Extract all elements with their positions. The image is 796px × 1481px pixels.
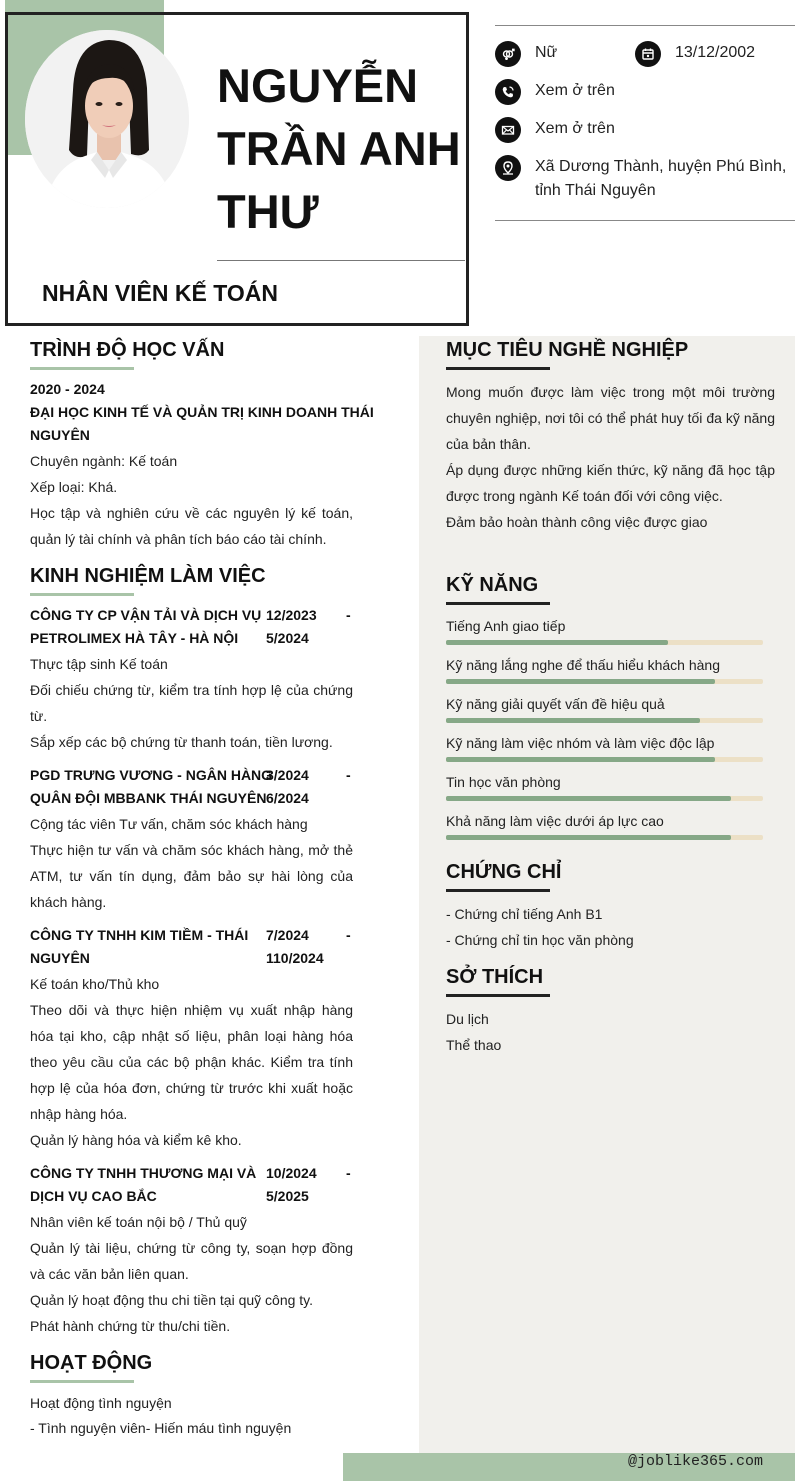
skill-name: Kỹ năng lắng nghe để thấu hiểu khách hàng (446, 657, 721, 673)
contact-bottom-divider (495, 220, 795, 221)
skill-level-bar (446, 835, 763, 840)
skill-level-fill (446, 679, 715, 684)
job-1-desc-1: Đối chiếu chứng từ, kiểm tra tính hợp lệ của chứng từ. (30, 682, 353, 724)
job-3-desc-1: Theo dõi và thực hiện nhiệm vụ xuất nhập hàng hóa tại kho, cập nhật số liệu, phân loại hàng hóa theo yêu cầu của các bộ phận khác. Kiểm tra tính hợp lệ của hóa đơn, chứng từ trước khi xuất hoặc nhập hàng hóa. (30, 1002, 353, 1122)
objective-title: MỤC TIÊU NGHỀ NGHIỆP (446, 339, 689, 361)
objective-paragraph-2: Áp dụng được những kiến thức, kỹ năng đã học tập được trong ngành Kế toán đối với công việc. (446, 462, 775, 504)
job-2-company-line-2: QUÂN ĐỘI MBBANK THÁI NGUYÊN (30, 790, 267, 806)
job-2-desc-1: Thực hiện tư vấn và chăm sóc khách hàng, mở thẻ ATM, tư vấn tín dụng, đảm bảo sự hài lòng của khách hàng. (30, 842, 353, 910)
job-2-date-end: 6/2024 (266, 790, 309, 806)
skill-level-bar (446, 796, 763, 801)
skill-name: Kỹ năng giải quyết vấn đề hiệu quả (446, 696, 665, 712)
experience-title: KINH NGHIỆM LÀM VIỆC (30, 565, 266, 587)
activities-title: HOẠT ĐỘNG (30, 1352, 153, 1374)
objective-paragraph-1: Mong muốn được làm việc trong một môi trường chuyên nghiệp, nơi tôi có thể phát huy tối đa kỹ năng của bản thân. (446, 384, 775, 452)
skill-level-fill (446, 757, 715, 762)
phone-icon (495, 79, 521, 105)
job-2-date-separator: - (346, 767, 351, 783)
education-school-line-2: NGUYÊN (30, 427, 90, 443)
certificates-title: CHỨNG CHỈ (446, 861, 562, 883)
skill-name: Tin học văn phòng (446, 774, 561, 790)
name-line-2: TRẦN ANH (217, 122, 461, 175)
job-4-desc-1: Quản lý tài liệu, chứng từ công ty, soạn hợp đồng và các văn bản liên quan. (30, 1240, 353, 1282)
watermark-text: @joblike365.com (628, 1453, 764, 1470)
job-1-date-separator: - (346, 607, 351, 623)
job-title: NHÂN VIÊN KẾ TOÁN (42, 280, 278, 306)
certificates-title-underline (446, 889, 550, 892)
skill-level-bar (446, 718, 763, 723)
job-1-date-end: 5/2024 (266, 630, 309, 646)
objective-title-underline (446, 367, 550, 370)
activities-title-underline (30, 1380, 134, 1383)
job-4-company-line-1: CÔNG TY TNHH THƯƠNG MẠI VÀ (30, 1165, 257, 1181)
candidate-name (217, 54, 467, 243)
job-2-role: Cộng tác viên Tư vấn, chăm sóc khách hàng (30, 816, 308, 832)
skill-level-bar (446, 679, 763, 684)
location-icon (495, 155, 521, 181)
job-2-date-start: 3/2024 (266, 767, 309, 783)
certificate-item-1: - Chứng chỉ tiếng Anh B1 (446, 906, 603, 922)
job-4-desc-2: Quản lý hoạt động thu chi tiền tại quỹ công ty. (30, 1292, 314, 1308)
skill-level-fill (446, 640, 668, 645)
contact-gender (495, 41, 557, 67)
job-1-role: Thực tập sinh Kế toán (30, 656, 168, 672)
birthday-value: 13/12/2002 (675, 44, 756, 61)
education-title-underline (30, 367, 134, 370)
hobby-item-2: Thể thao (446, 1037, 502, 1053)
calendar-icon (635, 41, 661, 67)
education-title: TRÌNH ĐỘ HỌC VẤN (30, 339, 225, 361)
hobbies-title-underline (446, 994, 550, 997)
hobbies-title: SỞ THÍCH (446, 966, 544, 988)
portrait-illustration (25, 30, 189, 208)
contact-phone (495, 79, 615, 105)
job-3-date-end: 110/2024 (266, 950, 324, 966)
contact-email (495, 117, 615, 143)
job-1-date-start: 12/2023 (266, 607, 317, 623)
job-4-role: Nhân viên kế toán nội bộ / Thủ quỹ (30, 1214, 247, 1230)
skills-title-underline (446, 602, 550, 605)
job-4-date-separator: - (346, 1165, 351, 1181)
education-school-line-1: ĐẠI HỌC KINH TẾ VÀ QUẢN TRỊ KINH DOANH THÁI (30, 404, 374, 420)
gender-icon (495, 41, 521, 67)
education-major: Chuyên ngành: Kế toán (30, 453, 178, 469)
objective-paragraph-3: Đảm bảo hoàn thành công việc được giao (446, 514, 708, 530)
activities-line-1: Hoạt động tình nguyện (30, 1395, 172, 1411)
hobby-item-1: Du lịch (446, 1011, 489, 1027)
name-line-1: NGUYỄN (217, 59, 419, 112)
address-line-1: Xã Dương Thành, huyện Phú Bình, (535, 158, 787, 175)
job-3-desc-2: Quản lý hàng hóa và kiểm kê kho. (30, 1132, 242, 1148)
job-3-role: Kế toán kho/Thủ kho (30, 976, 160, 992)
skill-level-fill (446, 796, 731, 801)
job-4-desc-3: Phát hành chứng từ thu/chi tiền. (30, 1318, 231, 1334)
gender-value: Nữ (535, 44, 558, 61)
contact-address (495, 155, 786, 203)
address-value (535, 155, 786, 203)
email-icon (495, 117, 521, 143)
skill-level-fill (446, 835, 731, 840)
education-description: Học tập và nghiên cứu về các nguyên lý kế toán, quản lý tài chính và phân tích báo cáo tài chính. (30, 505, 353, 547)
address-line-2: tỉnh Thái Nguyên (535, 182, 656, 199)
education-period: 2020 - 2024 (30, 381, 105, 397)
job-2-company-line-1: PGD TRƯNG VƯƠNG - NGÂN HÀNG (30, 767, 273, 783)
job-4-date-start: 10/2024 (266, 1165, 317, 1181)
job-3-date-separator: - (346, 927, 351, 943)
profile-photo (25, 30, 189, 208)
job-1-desc-2: Sắp xếp các bộ chứng từ thanh toán, tiền lương. (30, 734, 333, 750)
name-divider (217, 260, 465, 261)
skill-name: Kỹ năng làm việc nhóm và làm việc độc lập (446, 735, 715, 751)
job-3-company-line-2: NGUYÊN (30, 950, 90, 966)
job-4-date-end: 5/2025 (266, 1188, 309, 1204)
experience-title-underline (30, 593, 134, 596)
skill-level-bar (446, 640, 763, 645)
activities-line-2: - Tình nguyện viên- Hiến máu tình nguyện (30, 1420, 292, 1436)
job-1-company-line-1: CÔNG TY CP VẬN TẢI VÀ DỊCH VỤ (30, 607, 262, 623)
skill-name: Khả năng làm việc dưới áp lực cao (446, 813, 664, 829)
contact-top-divider (495, 25, 795, 26)
education-rank: Xếp loại: Khá. (30, 479, 118, 495)
job-1-company-line-2: PETROLIMEX HÀ TÂY - HÀ NỘI (30, 630, 239, 646)
job-3-date-start: 7/2024 (266, 927, 309, 943)
skill-name: Tiếng Anh giao tiếp (446, 618, 566, 634)
skill-level-fill (446, 718, 700, 723)
job-3-company-line-1: CÔNG TY TNHH KIM TIỀM - THÁI (30, 927, 249, 943)
phone-value: Xem ở trên (535, 82, 615, 99)
skill-level-bar (446, 757, 763, 762)
contact-birthday (635, 41, 755, 67)
job-4-company-line-2: DỊCH VỤ CAO BẮC (30, 1188, 157, 1204)
name-line-3: THƯ (217, 185, 319, 238)
skills-title: KỸ NĂNG (446, 574, 539, 596)
email-value: Xem ở trên (535, 120, 615, 137)
certificate-item-2: - Chứng chỉ tin học văn phòng (446, 932, 634, 948)
